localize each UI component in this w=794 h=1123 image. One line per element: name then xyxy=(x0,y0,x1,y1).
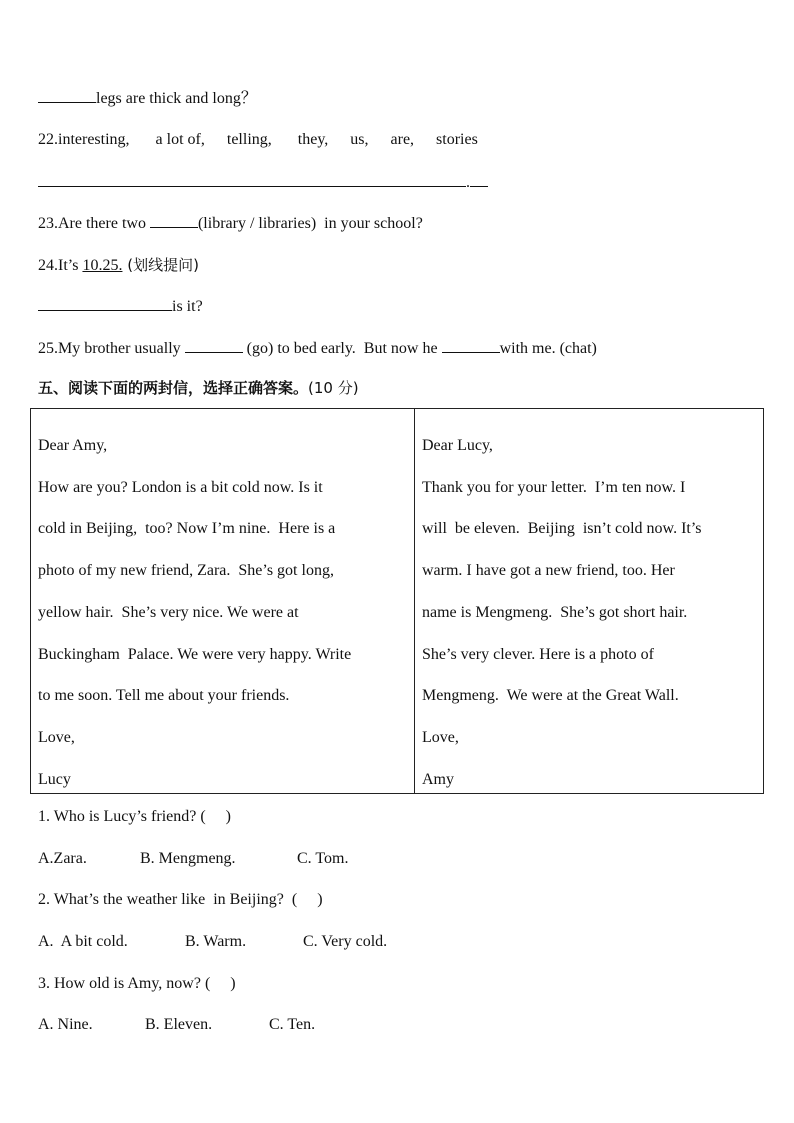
q25-post: with me. (chat) xyxy=(499,340,597,357)
letter-line: Dear Lucy, xyxy=(422,437,493,454)
q23-pre: Are there two xyxy=(58,215,150,232)
letter-line: Dear Amy, xyxy=(38,437,108,454)
question-1-options xyxy=(38,849,348,869)
q24-answer-line xyxy=(38,296,203,317)
q22-line xyxy=(38,130,478,150)
option-a[interactable]: A.Zara. xyxy=(38,850,87,867)
q25-mid: (go) to bed early. But now he xyxy=(242,340,442,357)
section-title: 五、阅读下面的两封信，选择正确答案。 xyxy=(38,379,309,397)
letter-line: photo of my new friend, Zara. She’s got long, xyxy=(38,562,334,580)
q22-word: telling, xyxy=(226,131,272,148)
question-3-options xyxy=(38,1015,315,1035)
letter-line: to me soon. Tell me about your friends. xyxy=(38,687,290,705)
q22-word: stories xyxy=(436,131,478,148)
q22-answer-line xyxy=(38,172,488,193)
q25-blank-2[interactable] xyxy=(442,338,500,353)
letter-line: Thank you for your letter. I’m ten now. I xyxy=(422,478,686,496)
letter-line: She’s very clever. Here is a photo of xyxy=(422,645,654,663)
option-b[interactable]: B. Mengmeng. xyxy=(140,850,236,867)
section-heading xyxy=(38,378,359,398)
question-3: 3. How old is Amy, now? ( ) xyxy=(38,975,236,992)
letter-line: warm. I have got a new friend, too. Her xyxy=(422,562,675,580)
letter-line: yellow hair. She’s very nice. We were at xyxy=(38,603,299,621)
section-score: (10 分) xyxy=(308,379,359,397)
table-divider xyxy=(414,409,415,793)
q22-word: interesting, xyxy=(58,131,130,148)
letters-table xyxy=(30,408,764,794)
q22-label: 22. xyxy=(38,131,58,148)
q23-post: (library / libraries) in your school? xyxy=(197,215,423,232)
q22-word: are, xyxy=(390,131,415,148)
option-a[interactable]: A. Nine. xyxy=(38,1016,93,1033)
q24-note: (划线提问) xyxy=(122,256,199,274)
letter-line: will be eleven. Beijing isn’t cold now. It’s xyxy=(422,520,702,538)
question-1: 1. Who is Lucy’s friend? ( ) xyxy=(38,808,231,825)
q22-word: a lot of, xyxy=(155,131,205,148)
q24-label: 24. xyxy=(38,257,58,274)
q22-period: . xyxy=(466,174,470,191)
option-b[interactable]: B. Eleven. xyxy=(145,1016,213,1033)
letter-line: Mengmeng. We were at the Great Wall. xyxy=(422,687,679,705)
q21-blank[interactable] xyxy=(38,88,96,103)
option-c[interactable]: C. Ten. xyxy=(269,1016,316,1033)
q25-label: 25. xyxy=(38,340,58,357)
q25-line xyxy=(38,338,597,359)
q24-answer-tail: is it? xyxy=(172,298,203,315)
q22-answer-blank[interactable] xyxy=(38,172,466,187)
letter-line: Love, xyxy=(422,728,459,746)
q22-word: they, xyxy=(297,131,329,148)
q25-blank-1[interactable] xyxy=(185,338,243,353)
q25-pre: My brother usually xyxy=(58,340,185,357)
letter-line: How are you? London is a bit cold now. Is it xyxy=(38,478,323,496)
q23-label: 23. xyxy=(38,215,58,232)
letter-from-lucy xyxy=(38,425,408,800)
option-c[interactable]: C. Tom. xyxy=(297,850,349,867)
letter-line: cold in Beijing, too? Now I’m nine. Here is a xyxy=(38,520,336,538)
option-a[interactable]: A. A bit cold. xyxy=(38,933,128,950)
q24-underlined: 10.25. xyxy=(82,257,123,274)
letter-line: Buckingham Palace. We were very happy. Write xyxy=(38,645,352,663)
letter-line: Lucy xyxy=(38,770,71,788)
q24-blank[interactable] xyxy=(38,296,172,311)
q24-line xyxy=(38,255,199,276)
letter-line: Amy xyxy=(422,770,454,788)
q21-line xyxy=(38,88,257,109)
letter-line: name is Mengmeng. She’s got short hair. xyxy=(422,603,688,621)
q23-blank[interactable] xyxy=(150,213,198,228)
question-2-options xyxy=(38,932,387,952)
q23-line xyxy=(38,213,423,234)
question-2: 2. What’s the weather like in Beijing? ( ) xyxy=(38,891,323,908)
q24-pre: It’s xyxy=(58,257,83,274)
letter-from-amy xyxy=(422,425,757,800)
option-b[interactable]: B. Warm. xyxy=(185,933,247,950)
q21-text: legs are thick and long？ xyxy=(96,90,257,107)
letter-line: Love, xyxy=(38,728,75,746)
q22-word: us, xyxy=(350,131,369,148)
option-c[interactable]: C. Very cold. xyxy=(303,933,388,950)
